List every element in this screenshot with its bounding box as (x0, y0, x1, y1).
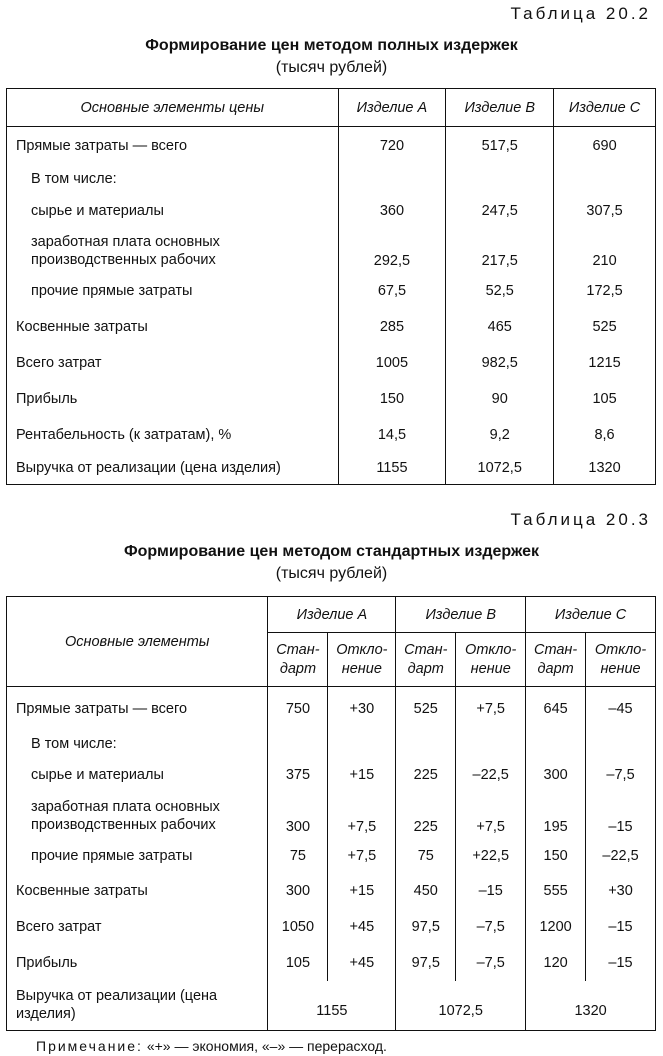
cell: 450 (396, 873, 456, 909)
table1 (6, 88, 656, 485)
row-name: Прямые затраты — всего (16, 137, 188, 154)
cell: 525 (554, 309, 656, 345)
table-row (7, 381, 656, 417)
table2-unit: (тысяч рублей) (275, 565, 388, 582)
table2 (6, 596, 656, 1031)
row-name: заработная плата основных производственных рабочих (31, 233, 220, 268)
cell: +15 (328, 873, 396, 909)
table-row (7, 909, 656, 945)
cell: 8,6 (554, 417, 656, 453)
table-row (7, 193, 656, 229)
table-row (7, 165, 656, 193)
cell: –15 (586, 793, 656, 839)
cell: 1072,5 (396, 981, 526, 1031)
cell: +7,5 (328, 839, 396, 873)
cell: 172,5 (554, 273, 656, 309)
cell: 1200 (526, 909, 586, 945)
footnote-label: Примечание: (36, 1038, 143, 1054)
cell: 225 (396, 793, 456, 839)
cell: 300 (268, 793, 328, 839)
cell: –45 (586, 687, 656, 731)
cell: 1155 (268, 981, 396, 1031)
cell: 555 (526, 873, 586, 909)
table2-title: Формирование цен методом стандартных издержек (124, 543, 539, 560)
row-name: прочие прямые затраты (31, 847, 193, 864)
row-name: сырье и материалы (31, 766, 164, 783)
cell: 375 (268, 757, 328, 793)
cell: 982,5 (446, 345, 554, 381)
cell: 52,5 (446, 273, 554, 309)
table-row (7, 229, 656, 273)
cell: 217,5 (446, 229, 554, 273)
cell: 720 (338, 127, 446, 165)
cell: +30 (586, 873, 656, 909)
cell: 120 (526, 945, 586, 981)
cell: –7,5 (586, 757, 656, 793)
table-row (7, 687, 656, 731)
sub-header-std: Стан- дарт (526, 633, 586, 687)
cell: 75 (396, 839, 456, 873)
cell: 97,5 (396, 909, 456, 945)
row-name: Всего затрат (16, 918, 102, 935)
row-name: Косвенные затраты (16, 318, 148, 335)
table2-header-elements: Основные элементы (7, 597, 268, 687)
cell: 1050 (268, 909, 328, 945)
table1-header-b: Изделие В (446, 89, 554, 127)
sub-header-dev: Откло- нение (328, 633, 396, 687)
row-name: прочие прямые затраты (31, 282, 193, 299)
row-name: В том числе: (31, 735, 117, 752)
table2-header-a: Изделие А (268, 597, 396, 633)
cell: 9,2 (446, 417, 554, 453)
cell: +15 (328, 757, 396, 793)
cell: 75 (268, 839, 328, 873)
cell: 750 (268, 687, 328, 731)
row-name: Всего затрат (16, 354, 102, 371)
cell: +7,5 (456, 687, 526, 731)
table1-label: Таблица 20.2 (510, 4, 651, 23)
table1-title: Формирование цен методом полных издержек (145, 37, 518, 54)
cell: –22,5 (586, 839, 656, 873)
row-name: Выручка от реализации (цена изделия) (16, 460, 281, 477)
row-name: Прибыль (16, 390, 78, 407)
cell: 210 (554, 229, 656, 273)
cell: 225 (396, 757, 456, 793)
sub-header-std: Стан- дарт (268, 633, 328, 687)
cell: 360 (338, 193, 446, 229)
cell: –7,5 (456, 909, 526, 945)
footnote (36, 1038, 387, 1054)
cell: 1320 (526, 981, 656, 1031)
cell: 195 (526, 793, 586, 839)
row-name: Прямые затраты — всего (16, 700, 188, 717)
table-row (7, 309, 656, 345)
table-row (7, 127, 656, 165)
row-name: Прибыль (16, 954, 78, 971)
cell: 307,5 (554, 193, 656, 229)
sub-header-dev: Откло- нение (586, 633, 656, 687)
cell: +30 (328, 687, 396, 731)
table-row (7, 273, 656, 309)
table2-header-b: Изделие В (396, 597, 526, 633)
cell: 517,5 (446, 127, 554, 165)
cell: 1320 (554, 453, 656, 485)
cell: +45 (328, 909, 396, 945)
cell: 1155 (338, 453, 446, 485)
cell: +22,5 (456, 839, 526, 873)
cell: 105 (554, 381, 656, 417)
cell: 645 (526, 687, 586, 731)
cell: +7,5 (328, 793, 396, 839)
cell: 105 (268, 945, 328, 981)
table-row (7, 345, 656, 381)
cell: 90 (446, 381, 554, 417)
cell: 292,5 (338, 229, 446, 273)
table1-unit: (тысяч рублей) (275, 59, 388, 76)
row-name: заработная плата основных производственных рабочих (31, 798, 220, 833)
cell: 14,5 (338, 417, 446, 453)
cell: +45 (328, 945, 396, 981)
table2-label: Таблица 20.3 (510, 510, 651, 529)
table1-header-elements: Основные элементы цены (80, 99, 265, 116)
table-row (7, 839, 656, 873)
cell: 690 (554, 127, 656, 165)
cell: 247,5 (446, 193, 554, 229)
cell: –22,5 (456, 757, 526, 793)
table-row (7, 945, 656, 981)
table-row (7, 453, 656, 485)
table-row (7, 731, 656, 757)
table-row (7, 873, 656, 909)
cell: 97,5 (396, 945, 456, 981)
cell: 300 (268, 873, 328, 909)
table-row (7, 757, 656, 793)
cell: –7,5 (456, 945, 526, 981)
cell: 285 (338, 309, 446, 345)
row-name: Рентабельность (к затратам), % (16, 426, 232, 443)
row-name: Выручка от реализации (цена изделия) (16, 988, 218, 1023)
table2-header-c: Изделие С (526, 597, 656, 633)
cell: +7,5 (456, 793, 526, 839)
cell: 1005 (338, 345, 446, 381)
cell: 1215 (554, 345, 656, 381)
cell: 300 (526, 757, 586, 793)
row-name: сырье и материалы (31, 202, 164, 219)
cell: 150 (338, 381, 446, 417)
sub-header-std: Стан- дарт (396, 633, 456, 687)
table-row (7, 981, 656, 1031)
cell: –15 (456, 873, 526, 909)
cell: 525 (396, 687, 456, 731)
cell: –15 (586, 909, 656, 945)
sub-header-dev: Откло- нение (456, 633, 526, 687)
cell: –15 (586, 945, 656, 981)
footnote-text: «+» — экономия, «–» — перерасход. (146, 1038, 387, 1054)
cell: 1072,5 (446, 453, 554, 485)
cell: 67,5 (338, 273, 446, 309)
table1-header-c: Изделие С (554, 89, 656, 127)
cell: 465 (446, 309, 554, 345)
row-name: В том числе: (31, 170, 117, 187)
table-row (7, 417, 656, 453)
table-row (7, 793, 656, 839)
row-name: Косвенные затраты (16, 882, 148, 899)
table1-header-a: Изделие А (338, 89, 446, 127)
cell: 150 (526, 839, 586, 873)
